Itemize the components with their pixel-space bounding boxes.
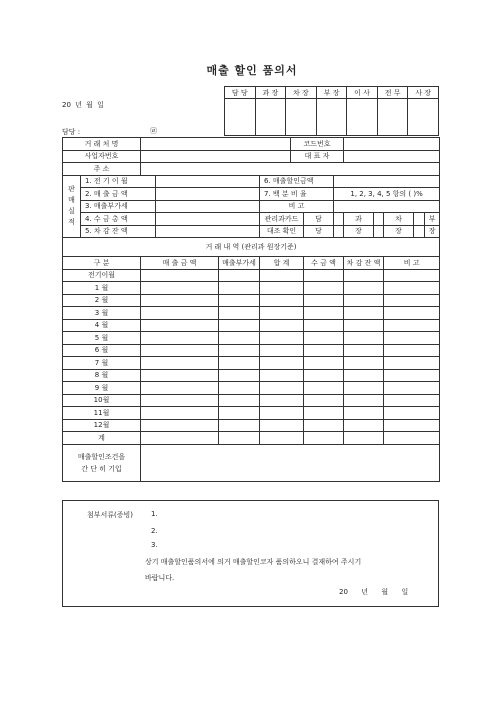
sales-item-6-field[interactable]	[334, 175, 440, 188]
detail-cell[interactable]	[260, 294, 304, 307]
client-name-field[interactable]	[141, 138, 291, 151]
detail-cell[interactable]	[219, 419, 260, 432]
detail-row	[63, 407, 440, 420]
approval-header: 전 무	[377, 87, 408, 99]
detail-cell[interactable]	[219, 432, 260, 445]
approval-sign-cell[interactable]	[408, 99, 439, 136]
address-label: 주 소	[63, 163, 141, 176]
sign-box[interactable]	[334, 213, 344, 226]
detail-cell[interactable]	[141, 357, 219, 370]
detail-cell[interactable]	[260, 307, 304, 320]
detail-cell[interactable]	[384, 369, 440, 382]
sales-item-7-value[interactable]: 1, 2, 3, 4, 5 항의 ( )%	[334, 188, 440, 201]
detail-cell[interactable]	[304, 394, 344, 407]
detail-cell[interactable]	[304, 344, 344, 357]
detail-row	[63, 344, 440, 357]
detail-row-label: 5 월	[63, 332, 141, 345]
detail-row	[63, 357, 440, 370]
detail-cell[interactable]	[344, 319, 384, 332]
approval-sign-cell[interactable]	[316, 99, 347, 136]
sales-item-3-field[interactable]	[156, 200, 260, 213]
condition-line-2: 간 단 히 기입	[81, 464, 122, 473]
date-line: 20 년 월 일	[62, 101, 104, 109]
detail-cell[interactable]	[384, 382, 440, 395]
detail-cell[interactable]	[219, 357, 260, 370]
approval-header: 이 사	[347, 87, 378, 99]
detail-col-header: 차 감 잔 액	[344, 257, 384, 270]
detail-row	[63, 294, 440, 307]
detail-col-header: 합 계	[260, 257, 304, 270]
sign-label-char: 장	[344, 225, 374, 238]
sign-label-char: 장	[425, 225, 440, 238]
sign-box[interactable]	[334, 225, 344, 238]
footer-box	[62, 500, 439, 607]
detail-cell[interactable]	[219, 332, 260, 345]
sales-item-1-field[interactable]	[156, 175, 260, 188]
detail-cell[interactable]	[384, 319, 440, 332]
approval-header: 차 장	[286, 87, 317, 99]
detail-cell[interactable]	[384, 407, 440, 420]
sales-item-4: 4. 수 금 총 액	[81, 213, 156, 226]
detail-cell[interactable]	[304, 332, 344, 345]
detail-cell[interactable]	[141, 432, 219, 445]
detail-cell[interactable]	[344, 307, 384, 320]
detail-row-label: 3 월	[63, 307, 141, 320]
sign-label-char: 부	[425, 213, 440, 226]
client-name-label: 거 래 처 명	[63, 138, 141, 151]
sign-label-char: 과	[344, 213, 374, 226]
detail-cell[interactable]	[260, 394, 304, 407]
detail-cell[interactable]	[344, 269, 384, 282]
detail-col-header: 구 분	[63, 257, 141, 270]
approval-sign-cell[interactable]	[225, 99, 256, 136]
detail-cell[interactable]	[260, 269, 304, 282]
detail-row	[63, 369, 440, 382]
approval-sign-cell[interactable]	[286, 99, 317, 136]
request-line-2: 바랍니다.	[145, 574, 175, 582]
detail-cell[interactable]	[260, 344, 304, 357]
detail-cell[interactable]	[260, 282, 304, 295]
detail-cell[interactable]	[141, 332, 219, 345]
detail-row	[63, 307, 440, 320]
sales-item-7: 7. 백 분 비 율	[260, 188, 334, 201]
detail-cell[interactable]	[384, 294, 440, 307]
sign-label-char: 당	[304, 225, 334, 238]
rep-label: 대 표 자	[291, 150, 344, 163]
detail-cell[interactable]	[219, 294, 260, 307]
detail-cell[interactable]	[260, 319, 304, 332]
approval-header: 과 장	[255, 87, 286, 99]
detail-cell[interactable]	[304, 269, 344, 282]
detail-cell[interactable]	[384, 394, 440, 407]
detail-row-label: 계	[63, 432, 141, 445]
code-label: 코드번호	[291, 138, 344, 151]
detail-cell[interactable]	[141, 394, 219, 407]
detail-cell[interactable]	[344, 407, 384, 420]
detail-cell[interactable]	[384, 282, 440, 295]
detail-cell[interactable]	[304, 407, 344, 420]
detail-row-label: 11월	[63, 407, 141, 420]
detail-col-header: 매 출 금 액	[141, 257, 219, 270]
detail-cell[interactable]	[384, 419, 440, 432]
detail-cell[interactable]	[260, 382, 304, 395]
detail-row	[63, 419, 440, 432]
ledger-label-2: 대조 확인	[260, 225, 304, 238]
detail-cell[interactable]	[384, 307, 440, 320]
manager-label: 담당 :	[62, 128, 81, 136]
detail-cell[interactable]	[219, 407, 260, 420]
condition-field[interactable]	[141, 444, 440, 481]
detail-row-label: 7 월	[63, 357, 141, 370]
detail-cell[interactable]	[141, 369, 219, 382]
detail-cell[interactable]	[344, 332, 384, 345]
remarks-label: 비 고	[260, 200, 334, 213]
detail-cell[interactable]	[219, 382, 260, 395]
detail-cell[interactable]	[304, 419, 344, 432]
detail-cell[interactable]	[344, 394, 384, 407]
detail-row-label: 6 월	[63, 344, 141, 357]
detail-cell[interactable]	[304, 369, 344, 382]
sales-item-2-field[interactable]	[156, 188, 260, 201]
detail-row-label: 4 월	[63, 319, 141, 332]
detail-cell[interactable]	[344, 432, 384, 445]
detail-row-label: 8 월	[63, 369, 141, 382]
sign-box[interactable]	[414, 225, 425, 238]
detail-cell[interactable]	[219, 282, 260, 295]
attach-item-2[interactable]: 2.	[151, 527, 158, 535]
detail-cell[interactable]	[141, 382, 219, 395]
detail-col-header: 수 금 액	[304, 257, 344, 270]
sales-item-5: 5. 차 감 잔 액	[81, 225, 156, 238]
detail-cell[interactable]	[260, 432, 304, 445]
sales-item-2: 2. 매 출 금 액	[81, 188, 156, 201]
detail-row	[63, 269, 440, 282]
detail-cell[interactable]	[141, 319, 219, 332]
document-title: 매출 할인 품의서	[206, 64, 298, 77]
condition-line-1: 매출할인조건을	[77, 452, 126, 461]
detail-cell[interactable]	[141, 344, 219, 357]
request-line-1: 상기 매출할인품의서에 의거 매출할인코자 품의하오니 결재하여 주시기	[145, 558, 362, 566]
detail-row-label: 12월	[63, 419, 141, 432]
approval-sign-cell[interactable]	[347, 99, 378, 136]
detail-cell[interactable]	[344, 294, 384, 307]
detail-cell[interactable]	[219, 369, 260, 382]
detail-heading: 거 래 내 역 (관리과 원장기준)	[63, 238, 440, 257]
detail-cell[interactable]	[260, 369, 304, 382]
detail-cell[interactable]	[344, 382, 384, 395]
detail-row	[63, 382, 440, 395]
detail-cell[interactable]	[260, 332, 304, 345]
address-field[interactable]	[141, 163, 440, 176]
biz-no-label: 사업자번호	[63, 150, 141, 163]
detail-cell[interactable]	[384, 432, 440, 445]
detail-row	[63, 394, 440, 407]
detail-row	[63, 282, 440, 295]
detail-cell[interactable]	[141, 407, 219, 420]
footer-date: 20 년 월 일	[339, 588, 409, 596]
detail-cell[interactable]	[304, 282, 344, 295]
detail-col-header: 매출부가세	[219, 257, 260, 270]
sales-item-4-field[interactable]	[156, 213, 260, 226]
detail-cell[interactable]	[219, 344, 260, 357]
detail-row-label: 10월	[63, 394, 141, 407]
attach-label: 첨부서류(증빙)	[87, 511, 134, 519]
approval-header: 부 장	[316, 87, 347, 99]
detail-cell[interactable]	[141, 419, 219, 432]
detail-cell[interactable]	[304, 294, 344, 307]
approval-header: 담 당	[225, 87, 256, 99]
detail-cell[interactable]	[344, 282, 384, 295]
sales-item-3: 3. 매출부가세	[81, 200, 156, 213]
detail-cell[interactable]	[260, 407, 304, 420]
detail-row-label: 1 월	[63, 282, 141, 295]
sign-box[interactable]	[414, 213, 425, 226]
detail-cell[interactable]	[141, 269, 219, 282]
detail-cell[interactable]	[141, 307, 219, 320]
detail-cell[interactable]	[384, 357, 440, 370]
detail-cell[interactable]	[219, 307, 260, 320]
approval-sign-cell[interactable]	[255, 99, 286, 136]
detail-cell[interactable]	[141, 282, 219, 295]
approval-sign-cell[interactable]	[377, 99, 408, 136]
detail-cell[interactable]	[304, 432, 344, 445]
detail-row-label: 9 월	[63, 382, 141, 395]
detail-row	[63, 432, 440, 445]
sign-label-char: 차	[384, 213, 414, 226]
ledger-label-1: 관리과카드	[260, 213, 304, 226]
attach-item-3[interactable]: 3.	[151, 541, 158, 549]
sales-item-6: 6. 매출할인금액	[260, 175, 334, 188]
detail-cell[interactable]	[304, 319, 344, 332]
biz-no-field[interactable]	[141, 150, 291, 163]
sales-item-5-field[interactable]	[156, 225, 260, 238]
detail-row	[63, 319, 440, 332]
detail-cell[interactable]	[260, 357, 304, 370]
approval-header: 사 장	[408, 87, 439, 99]
detail-cell[interactable]	[304, 382, 344, 395]
detail-cell[interactable]	[344, 419, 384, 432]
approval-table	[224, 86, 439, 136]
rep-field[interactable]	[344, 150, 440, 163]
sales-item-1: 1. 전 기 이 월	[81, 175, 156, 188]
sign-box[interactable]	[374, 225, 384, 238]
detail-row-label: 2 월	[63, 294, 141, 307]
detail-cell[interactable]	[219, 269, 260, 282]
sales-side-label: 판 매 실 적	[63, 175, 81, 238]
detail-cell[interactable]	[384, 269, 440, 282]
detail-col-header: 비 고	[384, 257, 440, 270]
seal-mark: ㉣	[150, 127, 157, 135]
form-table	[62, 137, 440, 482]
detail-cell[interactable]	[344, 357, 384, 370]
detail-cell[interactable]	[384, 332, 440, 345]
detail-cell[interactable]	[219, 394, 260, 407]
detail-cell[interactable]	[384, 344, 440, 357]
detail-cell[interactable]	[304, 357, 344, 370]
sign-label-char: 장	[384, 225, 414, 238]
detail-cell[interactable]	[344, 344, 384, 357]
detail-cell[interactable]	[141, 294, 219, 307]
attach-item-1[interactable]: 1.	[151, 510, 158, 518]
condition-label	[63, 444, 141, 481]
remarks-field[interactable]	[334, 200, 440, 213]
code-field[interactable]	[344, 138, 440, 151]
sign-box[interactable]	[374, 213, 384, 226]
detail-row	[63, 332, 440, 345]
sign-label-char: 담	[304, 213, 334, 226]
detail-cell[interactable]	[260, 419, 304, 432]
detail-row-label: 전기이월	[63, 269, 141, 282]
detail-cell[interactable]	[304, 307, 344, 320]
detail-cell[interactable]	[344, 369, 384, 382]
detail-cell[interactable]	[219, 319, 260, 332]
